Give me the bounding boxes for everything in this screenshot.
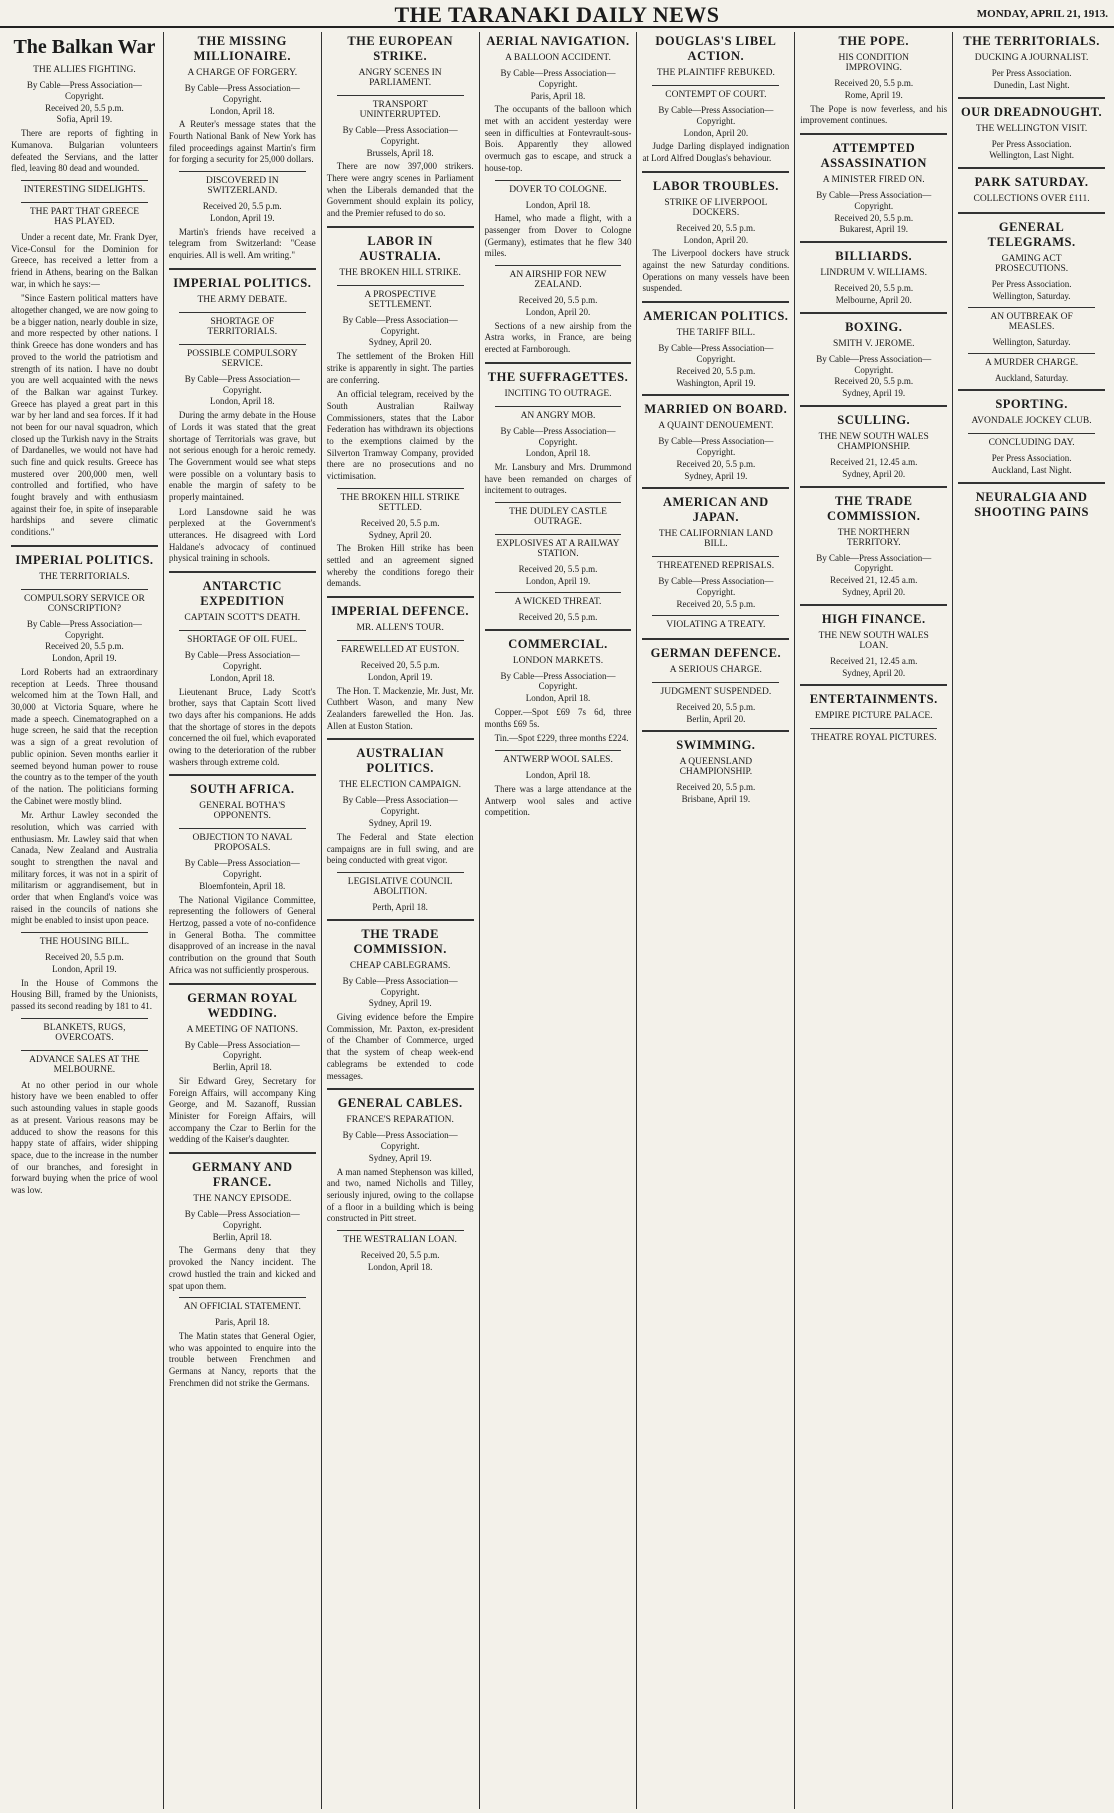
dateline: Bukarest, April 19. xyxy=(839,224,908,235)
article xyxy=(800,486,947,598)
article-heading: THE EUROPEAN STRIKE. xyxy=(347,34,453,63)
subheading: A MEETING OF NATIONS. xyxy=(186,1024,298,1035)
dateline: Received 21, 12.45 a.m. xyxy=(830,655,918,666)
subheading: SHORTAGE OF TERRITORIALS. xyxy=(179,312,306,339)
article xyxy=(642,34,789,165)
dateline: By Cable—Press Association—Copyright. xyxy=(658,436,774,458)
column-6 xyxy=(795,32,953,1809)
article xyxy=(642,487,789,631)
article-heading: IMPERIAL POLITICS. xyxy=(173,275,312,290)
dateline: London, April 19. xyxy=(52,653,117,664)
dateline: London, April 18. xyxy=(525,770,591,781)
paragraph: Hamel, who made a flight, with a passenger from Dover to Cologne (Germany), estimates that he flew 340 miles. xyxy=(484,213,632,259)
dateline: Per Press Association. xyxy=(991,138,1072,149)
subheading: INTERESTING SIDELIGHTS. xyxy=(21,180,148,197)
subheading: INCITING TO OUTRAGE. xyxy=(504,388,612,399)
article-heading: BOXING. xyxy=(845,319,903,334)
subheading: HIS CONDITION IMPROVING. xyxy=(838,53,909,73)
paragraph: Lord Lansdowne said he was perplexed at the Government's utterances. He disagreed with Lord Haldane's advocacy of continued physical training in schools. xyxy=(168,506,316,564)
article xyxy=(958,389,1105,476)
subheading: THE HOUSING BILL. xyxy=(21,932,148,949)
subheading: BLANKETS, RUGS, OVERCOATS. xyxy=(21,1018,148,1045)
subheading: AN ANGRY MOB. xyxy=(495,406,622,423)
subheading: THREATENED REPRISALS. xyxy=(652,556,779,573)
paragraph: An official telegram, received by the South Australian Railway Commissioners, states that the Labor Federation has withdrawn its objections to the exemptions claimed by the Silverton Tramway Company, provided there are no prosecutions and no victimisation. xyxy=(326,389,474,482)
subheading: JUDGMENT SUSPENDED. xyxy=(652,682,779,699)
paragraph: The Matin states that General Ogier, who was appointed to enquire into the trouble between Frenchmen and Germans at Nancy, reports that the Frenchmen did not strike the Germans. xyxy=(168,1330,316,1388)
subheading: THE BROKEN HILL STRIKE SETTLED. xyxy=(337,488,464,515)
article-heading: OUR DREADNOUGHT. xyxy=(961,104,1103,119)
article xyxy=(169,571,316,768)
paragraph: The Federal and State election campaigns are in full swing, and are being conducted with great vigor. xyxy=(326,831,474,866)
subheading: A WICKED THREAT. xyxy=(495,592,622,609)
dateline: Perth, April 18. xyxy=(372,901,428,912)
article xyxy=(642,394,789,481)
dateline: London, April 18. xyxy=(525,448,591,459)
dateline: By Cable—Press Association—Copyright. xyxy=(342,795,458,817)
dateline: Berlin, April 18. xyxy=(212,1231,272,1242)
paragraph: The occupants of the balloon which met with an accident yesterday were seen in difficulties at Fontevrault-sous-Bois. Apparently they allowed overmuch gas to escape, and struck a house-top. xyxy=(484,104,632,173)
article-heading: DOUGLAS'S LIBEL ACTION. xyxy=(655,34,777,63)
article xyxy=(800,34,947,127)
subheading: VIOLATING A TREATY. xyxy=(652,615,779,632)
article xyxy=(327,919,474,1083)
dateline: Wellington, Saturday. xyxy=(992,336,1071,347)
article xyxy=(327,34,474,220)
article-heading: SWIMMING. xyxy=(676,738,756,753)
article-heading: ENTERTAINMENTS. xyxy=(809,692,938,707)
subheading: THE ARMY DEBATE. xyxy=(197,294,288,305)
subheading: FRANCE'S REPARATION. xyxy=(346,1115,454,1126)
dateline: Per Press Association. xyxy=(991,279,1072,290)
subheading: CAPTAIN SCOTT'S DEATH. xyxy=(184,613,301,624)
paragraph: The Hon. T. Mackenzie, Mr. Just, Mr. Cuthbert Wason, and many New Zealanders farewelled the Hon. Jas. Allen at Euston Station. xyxy=(326,685,474,731)
subheading: AVONDALE JOCKEY CLUB. xyxy=(971,416,1092,427)
issue-date: MONDAY, APRIL 21, 1913. xyxy=(976,8,1108,20)
paragraph: Lord Roberts had an extraordinary reception at Leeds. Three thousand welcomed him at the Town Hall, and 30,000 at Victoria Square, where he made a speech. Cinematographed on a huge screen, he said that the reception was a sign of a great revolution of public opinion. Seven months earlier it seemed beyond human power to rouse the country as to the temper of the youth of the nation. The politicians forming the Cabinet were mostly blind. xyxy=(11,667,158,806)
article xyxy=(485,629,632,819)
paragraph: During the army debate in the House of Lords it was stated that the great shortage of Territorials was grave, but not serious enough for a heroic remedy. The Government would see what steps were possible on a voluntary basis to enable the margin of safety to be properly maintained. xyxy=(168,410,316,502)
dateline: By Cable—Press Association—Copyright. xyxy=(500,68,616,89)
dateline: London, April 20. xyxy=(525,306,591,317)
subheading: OBJECTION TO NAVAL PROPOSALS. xyxy=(179,828,306,855)
dateline: Sydney, April 19. xyxy=(842,388,906,399)
subheading: AN OFFICIAL STATEMENT. xyxy=(179,1297,306,1314)
dateline: By Cable—Press Association—Copyright. xyxy=(26,80,142,101)
article-heading: IMPERIAL DEFENCE. xyxy=(331,604,469,619)
subheading: A SERIOUS CHARGE. xyxy=(669,664,762,675)
dateline: By Cable—Press Association—Copyright. xyxy=(658,576,774,598)
article-heading: BILLIARDS. xyxy=(835,249,913,264)
article xyxy=(169,1152,316,1389)
dateline: Wellington, Last Night. xyxy=(989,150,1074,161)
dateline: Bloemfontein, April 18. xyxy=(199,880,286,891)
dateline: Received 20, 5.5 p.m. xyxy=(45,641,124,652)
article-heading: SPORTING. xyxy=(995,397,1068,412)
subheading: EXPLOSIVES AT A RAILWAY STATION. xyxy=(495,534,622,561)
subheading: ANTWERP WOOL SALES. xyxy=(495,750,622,767)
subheading: POSSIBLE COMPULSORY SERVICE. xyxy=(179,344,306,371)
dateline: London, April 19. xyxy=(367,671,433,682)
paragraph: A Reuter's message states that the Fourth National Bank of New York has filed proceedings against Martin's firm for forging a security for 25,000 dollars. xyxy=(168,119,316,165)
dateline: Sydney, April 20. xyxy=(842,667,906,678)
paragraph: Copper.—Spot £69 7s 6d, three months £69 5s. xyxy=(484,706,632,729)
article-heading: MARRIED ON BOARD. xyxy=(644,402,788,417)
paragraph: There was a large attendance at the Antwerp wool sales and active competition. xyxy=(484,783,632,818)
dateline: By Cable—Press Association—Copyright. xyxy=(184,858,300,880)
article xyxy=(958,34,1105,91)
article-heading: AMERICAN POLITICS. xyxy=(643,309,789,324)
subheading: TRANSPORT UNINTERRUPTED. xyxy=(337,95,464,122)
article xyxy=(800,241,947,306)
dateline: Paris, April 18. xyxy=(215,1317,270,1328)
dateline: By Cable—Press Association—Copyright. xyxy=(26,618,142,640)
article xyxy=(485,362,632,623)
dateline: London, April 19. xyxy=(210,212,275,223)
dateline: Received 20, 5.5 p.m. xyxy=(834,78,914,88)
article-heading: AUSTRALIAN POLITICS. xyxy=(356,746,444,776)
dateline: By Cable—Press Association—Copyright. xyxy=(184,650,300,671)
subheading: THE WELLINGTON VISIT. xyxy=(975,123,1088,134)
dateline: Received 20, 5.5 p.m. xyxy=(45,952,124,963)
article xyxy=(169,983,316,1147)
article xyxy=(958,212,1105,383)
paragraph: The Germans deny that they provoked the Nancy incident. The crowd hustled the train and kicked and spat upon them. xyxy=(168,1245,316,1291)
dateline: Rome, April 19. xyxy=(844,89,903,100)
subheading: GENERAL BOTHA'S OPPONENTS. xyxy=(199,801,286,822)
dateline: Auckland, Last Night. xyxy=(991,465,1072,476)
dateline: Washington, April 19. xyxy=(676,377,756,388)
dateline: By Cable—Press Association—Copyright. xyxy=(816,353,932,375)
dateline: Received 20, 5.5 p.m. xyxy=(360,660,440,671)
article xyxy=(642,638,789,725)
dateline: By Cable—Press Association—Copyright. xyxy=(816,189,932,211)
dateline: Melbourne, April 20. xyxy=(835,294,912,305)
dateline: Paris, April 18. xyxy=(530,90,586,101)
article-heading: THE POPE. xyxy=(838,34,909,48)
article-heading: LABOR IN AUSTRALIA. xyxy=(359,233,442,263)
article-heading: NEURALGIA AND SHOOTING PAINS xyxy=(974,489,1089,519)
subheading: A MINISTER FIRED ON. xyxy=(822,174,925,185)
subheading: THE WESTRALIAN LOAN. xyxy=(337,1230,464,1247)
subheading: THE BROKEN HILL STRIKE. xyxy=(339,267,461,278)
paragraph: Mr. Arthur Lawley seconded the resolution, which was carried with enthusiasm. Mr. Lawley said that when Canada, New Zealand and Australia sought to strengthen the naval and military forces, it was not in a spirit of militarism or aggrandisement, but in order that when England's voice was raised in the councils of nations she might be enabled to insist upon peace. xyxy=(11,810,158,926)
article xyxy=(642,171,789,295)
subheading: A QUAINT DENOUEMENT. xyxy=(658,421,774,432)
paragraph: Judge Darling displayed indignation at Lord Alfred Douglas's behaviour. xyxy=(642,141,790,164)
article-heading: GENERAL CABLES. xyxy=(337,1096,463,1111)
dateline: By Cable—Press Association—Copyright. xyxy=(658,105,774,126)
subheading: GAMING ACT PROSECUTIONS. xyxy=(995,254,1069,275)
dateline: By Cable—Press Association—Copyright. xyxy=(342,1130,458,1152)
subheading: DUCKING A JOURNALIST. xyxy=(974,53,1089,63)
dateline: By Cable—Press Association—Copyright. xyxy=(816,552,932,574)
dateline: By Cable—Press Association—Copyright. xyxy=(342,125,458,146)
paragraph: The Broken Hill strike has been settled and an agreement signed whereby the conditions forego their demands. xyxy=(326,543,474,589)
article-heading: THE SUFFRAGETTES. xyxy=(487,369,629,384)
paragraph: Sir Edward Grey, Secretary for Foreign Affairs, will accompany King George, and M. Sazanoff, Russian Minister for Foreign Affairs, will accompany the Czar to Berlin for the wedding of the Kaiser's daughter. xyxy=(168,1075,316,1145)
dateline: London, April 18. xyxy=(525,199,591,210)
subheading: THE NEW SOUTH WALES LOAN. xyxy=(818,630,929,651)
article xyxy=(327,596,474,732)
dateline: Received 20, 5.5 p.m. xyxy=(360,1250,440,1261)
dateline: By Cable—Press Association—Copyright. xyxy=(658,343,774,364)
article-heading: LABOR TROUBLES. xyxy=(652,178,779,193)
dateline: Brussels, April 18. xyxy=(366,147,434,158)
dateline: By Cable—Press Association—Copyright. xyxy=(184,373,300,395)
dateline: Received 20, 5.5 p.m. xyxy=(360,517,440,528)
article xyxy=(327,226,474,590)
subheading: THE TERRITORIALS. xyxy=(39,571,130,582)
dateline: Received 20, 5.5 p.m. xyxy=(518,611,598,622)
subheading: ADVANCE SALES AT THE MELBOURNE. xyxy=(21,1050,148,1077)
article-heading: AMERICAN AND JAPAN. xyxy=(663,495,769,525)
dateline: Sydney, April 20. xyxy=(368,529,432,540)
dateline: Sydney, April 20. xyxy=(842,468,906,479)
article xyxy=(485,34,632,356)
subheading: CHEAP CABLEGRAMS. xyxy=(349,960,451,971)
article-heading: SCULLING. xyxy=(837,412,911,427)
subheading: MR. ALLEN'S TOUR. xyxy=(356,623,444,634)
article xyxy=(800,312,947,399)
column-5 xyxy=(637,32,795,1809)
dateline: London, April 18. xyxy=(210,105,275,116)
article-heading: THE TRADE COMMISSION. xyxy=(827,493,921,523)
dateline: Auckland, Saturday. xyxy=(995,372,1069,383)
dateline: By Cable—Press Association—Copyright. xyxy=(184,83,300,104)
article-heading: SOUTH AFRICA. xyxy=(190,782,295,797)
article xyxy=(800,405,947,480)
dateline: Received 20, 5.5 p.m. xyxy=(676,458,756,469)
dateline: Received 20, 5.5 p.m. xyxy=(202,201,282,212)
dateline: Received 20, 5.5 p.m. xyxy=(676,365,756,376)
article-heading: PARK SATURDAY. xyxy=(974,175,1089,190)
article xyxy=(169,34,316,262)
dateline: London, April 18. xyxy=(210,396,275,407)
subheading: A CHARGE OF FORGERY. xyxy=(187,68,298,78)
article xyxy=(958,482,1105,520)
article xyxy=(169,268,316,565)
article-heading: ANTARCTIC EXPEDITION xyxy=(200,579,285,609)
subheading: A QUEENSLAND CHAMPIONSHIP. xyxy=(679,757,753,778)
article-heading: ATTEMPTED ASSASSINATION xyxy=(820,140,927,170)
article-heading: IMPERIAL POLITICS. xyxy=(15,552,154,567)
dateline: Sydney, April 20. xyxy=(368,337,432,348)
subheading: LEGISLATIVE COUNCIL ABOLITION. xyxy=(337,872,464,899)
dateline: Received 20, 5.5 p.m. xyxy=(676,222,756,233)
subheading: LINDRUM V. WILLIAMS. xyxy=(820,268,928,279)
article-heading: GERMANY AND FRANCE. xyxy=(192,1160,293,1190)
dateline: Received 20, 5.5 p.m. xyxy=(834,376,914,387)
article xyxy=(11,545,158,1197)
subheading: THEATRE ROYAL PICTURES. xyxy=(810,728,937,745)
column-1 xyxy=(6,32,164,1809)
subheading: CONTEMPT OF COURT. xyxy=(652,85,779,102)
subheading: ANGRY SCENES IN PARLIAMENT. xyxy=(358,68,442,88)
subheading: THE PART THAT GREECE HAS PLAYED. xyxy=(21,202,148,229)
article-heading: The Balkan War xyxy=(13,36,156,58)
article-heading: THE TERRITORIALS. xyxy=(963,34,1100,48)
paragraph: The Liverpool dockers have struck against the new Saturday conditions. Operations on many vessels have been suspended. xyxy=(642,248,790,294)
article-heading: HIGH FINANCE. xyxy=(821,611,926,626)
subheading: AN AIRSHIP FOR NEW ZEALAND. xyxy=(495,265,622,292)
subheading: THE ALLIES FIGHTING. xyxy=(33,65,136,75)
columns-container xyxy=(6,32,1110,1809)
dateline: Received 20, 5.5 p.m. xyxy=(676,599,756,610)
dateline: Per Press Association. xyxy=(991,453,1072,464)
column-2 xyxy=(164,32,322,1809)
subheading: THE ELECTION CAMPAIGN. xyxy=(339,780,462,791)
subheading: THE CALIFORNIAN LAND BILL. xyxy=(658,529,773,550)
dateline: Received 21, 12.45 a.m. xyxy=(830,456,918,467)
dateline: London, April 20. xyxy=(683,234,749,245)
dateline: Received 20, 5.5 p.m. xyxy=(834,212,914,223)
dateline: Sofia, April 19. xyxy=(56,114,113,125)
dateline: Berlin, April 20. xyxy=(686,713,746,724)
paragraph: "Since Eastern political matters have altogether changed, we are now going to be a bigger nation, nearly double in size, and more respected by other nations. I think Greece has done wonders and has proved to the world the patriotism and strength of its nation. I have no doubt you are well acquainted with the news of the Balkan war against Turkey. Greece has played a great part in this war by her land and sea forces. If it had not been for our naval squadron, which closed up the Turkish navy in the Straits of Dardanelles, we would not have had such fine and quick results. Greece has mustered over 200,000 men, well controlled and fortified, who have fought bravely and with enthusiasm against their foe, in spite of inseparable hardships and severe climatic conditions." xyxy=(11,293,158,538)
subheading: COMPULSORY SERVICE OR CONSCRIPTION? xyxy=(21,589,148,616)
subheading: CONCLUDING DAY. xyxy=(968,433,1095,450)
paragraph: At no other period in our whole history have we been enabled to offer such astounding values in staple goods as at present. Various reasons may be adduced to show the reasons for this happy state of affairs, wider shipping space, due to the increase in the number of our branches, and foresight in forward buying when the price of wool was low. xyxy=(11,1079,158,1195)
subheading: THE PLAINTIFF REBUKED. xyxy=(656,68,775,78)
dateline: Received 20, 5.5 p.m. xyxy=(45,102,124,113)
subheading: COLLECTIONS OVER £111. xyxy=(973,194,1090,205)
subheading: THE NANCY EPISODE. xyxy=(193,1194,292,1205)
subheading: DOVER TO COLOGNE. xyxy=(495,180,622,197)
subheading: LONDON MARKETS. xyxy=(512,655,604,666)
paragraph: The National Vigilance Committee, representing the followers of General Hertzog, passed a vote of no-confidence in General Botha. The committee disapproved of an increase in the naval contribution on the ground that South Africa was not sufficiently prosperous. xyxy=(168,894,316,975)
article-heading: GERMAN DEFENCE. xyxy=(650,645,782,660)
paragraph: Sections of a new airship from the Astra works, in France, are being erected at Farnborough. xyxy=(484,320,632,355)
article-heading: AERIAL NAVIGATION. xyxy=(486,34,630,48)
paragraph: A man named Stephenson was killed, and two, named Nicholls and Tilley, seriously injured, owing to the collapse of a floor in a building which is being constructed in Pitt street. xyxy=(326,1166,474,1224)
dateline: London, April 20. xyxy=(683,127,749,138)
masthead xyxy=(0,0,1114,28)
subheading: A BALLOON ACCIDENT. xyxy=(505,53,611,63)
article xyxy=(800,684,947,745)
paragraph: There are now 397,000 strikers. There were angry scenes in Parliament when the Liberals demanded that the Government should explain its policy, and the Premier refused to do so. xyxy=(326,161,474,219)
paragraph: The Pope is now feverless, and his improvement continues. xyxy=(800,103,948,126)
dateline: Received 20, 5.5 p.m. xyxy=(676,782,756,793)
subheading: EMPIRE PICTURE PALACE. xyxy=(814,711,933,722)
article-heading: GENERAL TELEGRAMS. xyxy=(987,220,1076,250)
paragraph: Tin.—Spot £229, three months £224. xyxy=(494,733,629,744)
paragraph: Giving evidence before the Empire Commission, Mr. Paxton, ex-president of the Chamber of Commerce, urged that the system of cheap week-end cablegrams be extended to code messages. xyxy=(326,1012,474,1081)
dateline: Sydney, April 19. xyxy=(368,818,432,829)
dateline: Berlin, April 18. xyxy=(212,1062,272,1073)
dateline: Dunedin, Last Night. xyxy=(993,79,1070,90)
subheading: THE NEW SOUTH WALES CHAMPIONSHIP. xyxy=(818,431,929,452)
column-7 xyxy=(953,32,1110,1809)
dateline: Received 20, 5.5 p.m. xyxy=(676,701,756,712)
dateline: Brisbane, April 19. xyxy=(681,794,751,805)
subheading: STRIKE OF LIVERPOOL DOCKERS. xyxy=(664,197,768,218)
article xyxy=(327,738,474,912)
subheading: THE TARIFF BILL. xyxy=(676,328,756,339)
dateline: By Cable—Press Association—Copyright. xyxy=(184,1209,300,1230)
subheading: THE NORTHERN TERRITORY. xyxy=(837,527,910,548)
subheading: A PROSPECTIVE SETTLEMENT. xyxy=(337,285,464,312)
article xyxy=(327,1088,474,1272)
dateline: Received 21, 12.45 a.m. xyxy=(830,575,918,586)
subheading: A MURDER CHARGE. xyxy=(968,353,1095,370)
dateline: By Cable—Press Association—Copyright. xyxy=(342,975,458,997)
article-heading: COMMERCIAL. xyxy=(508,636,608,651)
dateline: Received 20, 5.5 p.m. xyxy=(834,283,914,294)
subheading: FAREWELLED AT EUSTON. xyxy=(337,640,464,657)
article xyxy=(642,301,789,388)
article xyxy=(11,36,158,539)
subheading: SHORTAGE OF OIL FUEL. xyxy=(179,630,306,647)
column-4 xyxy=(480,32,638,1809)
dateline: Sydney, April 20. xyxy=(842,586,906,597)
paragraph: Lieutenant Bruce, Lady Scott's brother, says that Captain Scott lived two days after his companions. He adds that the shortage of stores in the depots concerned the oil fuel, which evaporated owing to the deterioration of the rubber washers through extreme cold. xyxy=(168,686,316,767)
article xyxy=(642,730,789,805)
dateline: Wellington, Saturday. xyxy=(992,290,1071,301)
article-heading: THE TRADE COMMISSION. xyxy=(353,926,447,956)
subheading: AN OUTBREAK OF MEASLES. xyxy=(968,307,1095,334)
dateline: Sydney, April 19. xyxy=(368,998,432,1009)
article xyxy=(800,133,947,235)
dateline: Received 20, 5.5 p.m. xyxy=(518,564,598,575)
article xyxy=(169,774,316,976)
dateline: By Cable—Press Association—Copyright. xyxy=(500,670,616,692)
dateline: By Cable—Press Association—Copyright. xyxy=(342,314,458,336)
dateline: London, April 19. xyxy=(52,963,117,974)
dateline: London, April 19. xyxy=(525,575,591,586)
article xyxy=(958,97,1105,162)
subheading: THE DUDLEY CASTLE OUTRAGE. xyxy=(495,502,622,529)
dateline: By Cable—Press Association—Copyright. xyxy=(184,1039,300,1061)
paragraph: Under a recent date, Mr. Frank Dyer, Vice-Consul for the Dominion for Greece, has received a letter from a friend in Athens, bearing on the Balkan war, in which he says:— xyxy=(11,231,158,289)
dateline: Sydney, April 19. xyxy=(368,1152,432,1163)
dateline: By Cable—Press Association—Copyright. xyxy=(500,425,616,447)
paragraph: Mr. Lansbury and Mrs. Drummond have been remanded on charges of incitement to outrages. xyxy=(484,462,632,496)
paragraph: There are reports of fighting in Kumanova. Bulgarian volunteers defeated the Servians, and the latter fled, leaving 80 dead and wounded. xyxy=(11,128,158,174)
paragraph: The settlement of the Broken Hill strike is apparently in sight. The parties are conferring. xyxy=(326,351,474,385)
article-heading: GERMAN ROYAL WEDDING. xyxy=(187,990,298,1020)
subheading: SMITH V. JEROME. xyxy=(832,338,915,349)
article xyxy=(958,167,1105,206)
paragraph: Martin's friends have received a telegram from Switzerland: "Cease enquiries. All is well. Am writing." xyxy=(168,226,316,261)
paragraph: In the House of Commons the Housing Bill, framed by the Unionists, passed its second reading by 181 to 41. xyxy=(11,977,158,1012)
newspaper-title: THE TARANAKI DAILY NEWS xyxy=(394,2,720,27)
dateline: London, April 18. xyxy=(525,693,591,704)
dateline: Sydney, April 19. xyxy=(684,470,748,481)
dateline: Received 20, 5.5 p.m. xyxy=(518,295,598,306)
article xyxy=(800,604,947,679)
column-3 xyxy=(322,32,480,1809)
dateline: London, April 18. xyxy=(367,1261,433,1272)
dateline: London, April 18. xyxy=(210,672,275,683)
dateline: Per Press Association. xyxy=(991,68,1072,78)
article-heading: THE MISSING MILLIONAIRE. xyxy=(193,34,291,63)
subheading: DISCOVERED IN SWITZERLAND. xyxy=(179,171,306,198)
